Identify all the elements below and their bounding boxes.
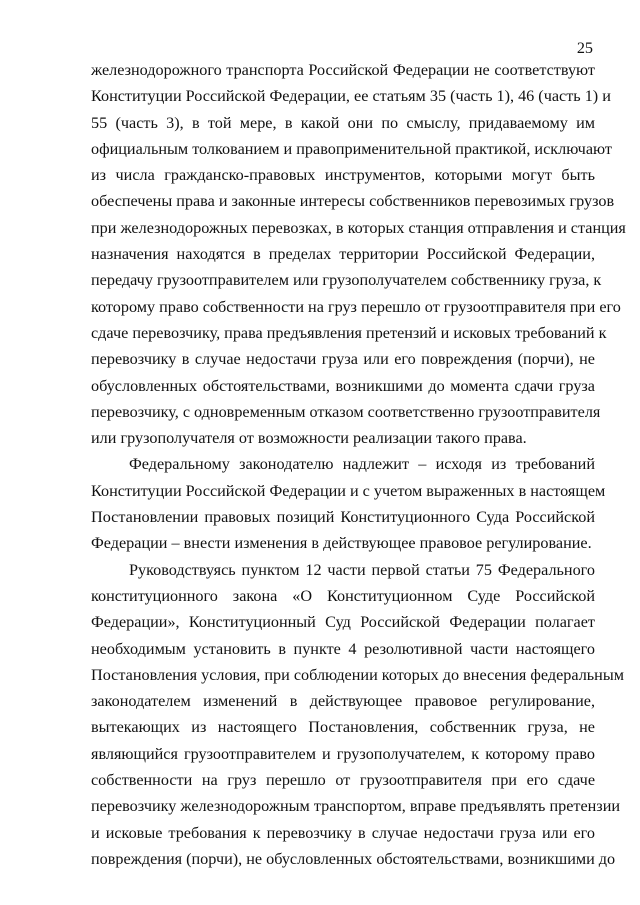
page-number: 25 bbox=[576, 39, 593, 57]
paragraph-1 bbox=[91, 57, 626, 451]
paragraph-2 bbox=[91, 451, 606, 556]
text-line: собственности на груз перешло от грузоотправителя при его сдаче bbox=[91, 771, 595, 790]
text-line: Федеральному законодателю надлежит – исходя из требований bbox=[129, 455, 595, 474]
text-line: Постановлении правовых позиций Конституционного Суда Российской bbox=[91, 508, 595, 527]
text-line: Руководствуясь пунктом 12 части первой статьи 75 Федерального bbox=[129, 560, 595, 579]
text-line: сдаче перевозчику, права предъявления претензий и исковых требований к bbox=[91, 323, 607, 342]
text-line: Федерации – внести изменения в действующее правовое регулирование. bbox=[91, 534, 592, 553]
text-line: или грузополучателя от возможности реализации такого права. bbox=[91, 429, 527, 448]
text-line: необходимым установить в пункте 4 резолютивной части настоящего bbox=[91, 639, 595, 658]
text-line: перевозчику, с одновременным отказом соответственно грузоотправителя bbox=[91, 402, 601, 421]
text-line: при железнодорожных перевозках, в которых станция отправления и станция bbox=[91, 218, 626, 237]
text-line: назначения находятся в пределах территории Российской Федерации, bbox=[91, 245, 595, 264]
text-line: и исковые требования к перевозчику в случае недостачи груза или его bbox=[91, 823, 595, 842]
text-line: обусловленных обстоятельствами, возникшими до момента сдачи груза bbox=[91, 376, 595, 395]
text-line: Постановления условия, при соблюдении которых до внесения федеральным bbox=[91, 665, 624, 684]
paragraph-3 bbox=[91, 557, 624, 873]
text-line: передачу грузоотправителем или грузополучателем собственнику груза, к bbox=[91, 271, 602, 290]
text-line: конституционного закона «О Конституционном Суде Российской bbox=[91, 586, 595, 605]
text-line: обеспечены права и законные интересы собственников перевозимых грузов bbox=[91, 192, 615, 211]
text-line: Конституции Российской Федерации и с учетом выраженных в настоящем bbox=[91, 481, 606, 500]
text-line: перевозчику железнодорожным транспортом, вправе предъявлять претензии bbox=[91, 797, 621, 816]
text-line: 55 (часть 3), в той мере, в какой они по смыслу, придаваемому им bbox=[91, 113, 595, 132]
text-line: Конституции Российской Федерации, ее статьям 35 (часть 1), 46 (часть 1) и bbox=[91, 87, 611, 106]
text-line: повреждения (порчи), не обусловленных обстоятельствами, возникшими до bbox=[91, 849, 616, 868]
text-line: которому право собственности на груз перешло от грузоотправителя при его bbox=[91, 297, 621, 316]
document-body bbox=[91, 57, 626, 872]
text-line: являющийся грузоотправителем и грузополучателем, к которому право bbox=[91, 744, 595, 763]
text-line: железнодорожного транспорта Российской Федерации не соответствуют bbox=[91, 61, 595, 79]
text-line: Федерации», Конституционный Суд Российской Федерации полагает bbox=[91, 613, 595, 632]
text-line: вытекающих из настоящего Постановления, собственник груза, не bbox=[91, 718, 595, 737]
text-line: законодателем изменений в действующее правовое регулирование, bbox=[91, 692, 595, 711]
text-line: перевозчику в случае недостачи груза или его повреждения (порчи), не bbox=[91, 350, 595, 369]
text-line: официальным толкованием и правоприменительной практикой, исключают bbox=[91, 139, 612, 158]
text-line: из числа гражданско-правовых инструментов, которыми могут быть bbox=[91, 166, 595, 185]
